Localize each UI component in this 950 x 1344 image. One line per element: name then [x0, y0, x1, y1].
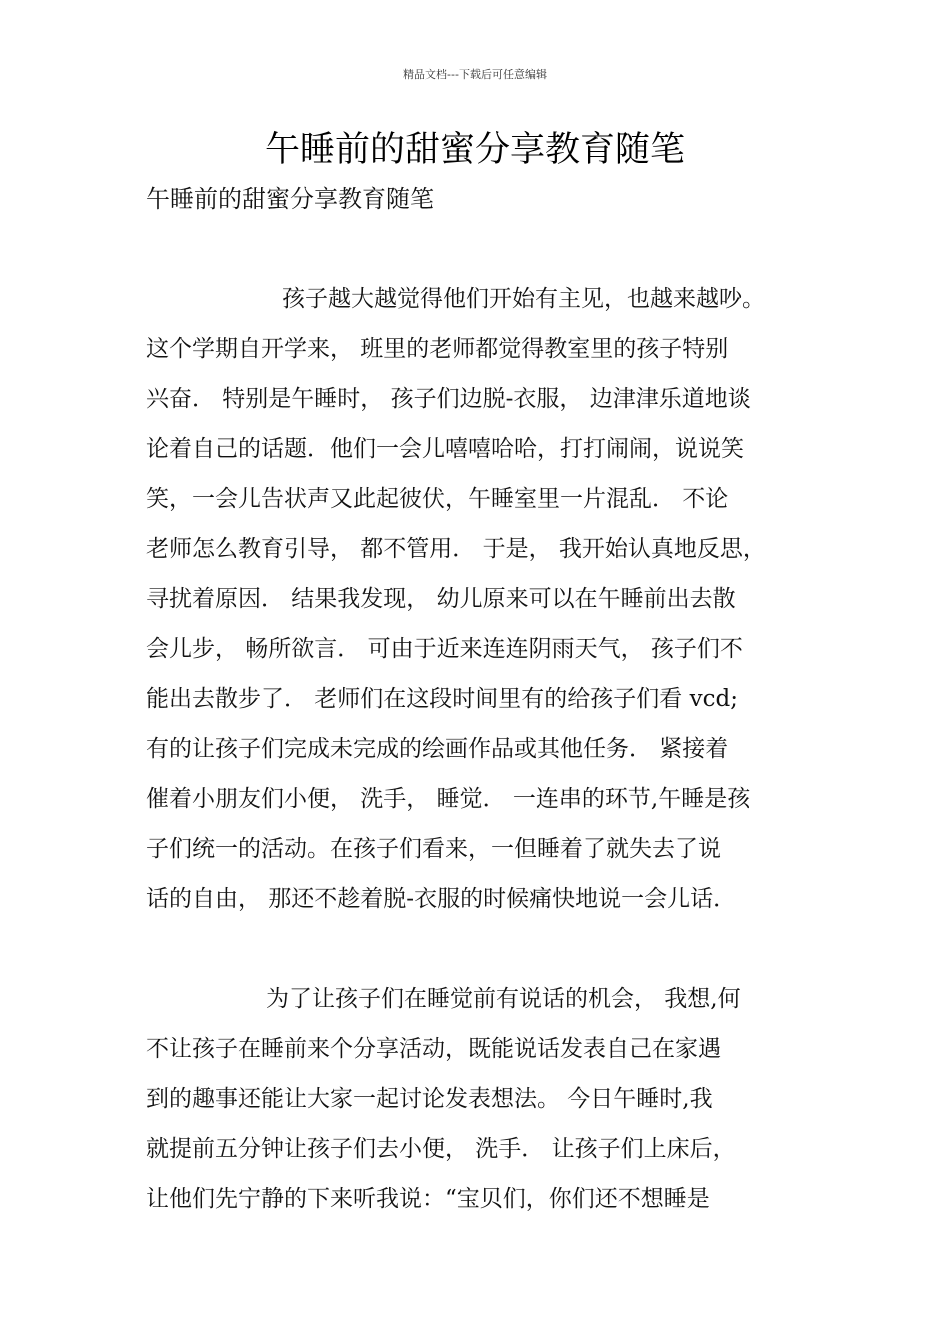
paragraph-line: 到的趣事还能让大家一起讨论发表想法。 今日午睡时,我	[146, 1086, 713, 1112]
document-subtitle: 午睡前的甜蜜分享教育随笔	[146, 185, 434, 213]
paragraph-line: 会儿步， 畅所欲言． 可由于近来连连阴雨天气， 孩子们不	[146, 636, 743, 662]
paragraph-line: 兴奋． 特别是午睡时， 孩子们边脱-衣服， 边津津乐道地谈	[146, 386, 751, 412]
paragraph-line: 有的让孩子们完成未完成的绘画作品或其他任务． 紧接着	[146, 736, 729, 762]
paragraph-line: 催着小朋友们小便， 洗手， 睡觉． 一连串的环节,午睡是孩	[146, 786, 751, 812]
paragraph-line: 老师怎么教育引导， 都不管用． 于是， 我开始认真地反思，	[146, 536, 766, 562]
paragraph-line: 寻扰着原因． 结果我发现， 幼儿原来可以在午睡前出去散	[146, 586, 736, 612]
paragraph-line: 这个学期自开学来， 班里的老师都觉得教室里的孩子特别	[146, 336, 729, 362]
paragraph-line: 笑，一会儿告状声又此起彼伏，午睡室里一片混乱． 不论	[146, 486, 729, 512]
paragraph-line: 能出去散步了． 老师们在这段时间里有的给孩子们看 vcd;	[146, 686, 738, 712]
paragraph-line: 子们统一的活动。在孩子们看来，一但睡着了就失去了说	[146, 836, 721, 862]
paragraph-line: 孩子越大越觉得他们开始有主见，也越来越吵。	[282, 286, 765, 312]
paragraph-line: 话的自由， 那还不趁着脱-衣服的时候痛快地说一会儿话．	[146, 886, 737, 912]
paragraph-line: 就提前五分钟让孩子们去小便， 洗手． 让孩子们上床后，	[146, 1136, 736, 1162]
paragraph-line: 不让孩子在睡前来个分享活动，既能说话发表自己在家遇	[146, 1036, 721, 1062]
document-title: 午睡前的甜蜜分享教育随笔	[264, 130, 685, 170]
paragraph-line: 让他们先宁静的下来听我说：“宝贝们，你们还不想睡是	[146, 1186, 710, 1212]
page-header-note: 精品文档---下载后可任意编辑	[403, 68, 547, 81]
paragraph-line: 论着自己的话题．他们一会儿嘻嘻哈哈，打打闹闹，说说笑	[146, 436, 744, 462]
paragraph-line: 为了让孩子们在睡觉前有说话的机会， 我想,何	[266, 986, 741, 1012]
